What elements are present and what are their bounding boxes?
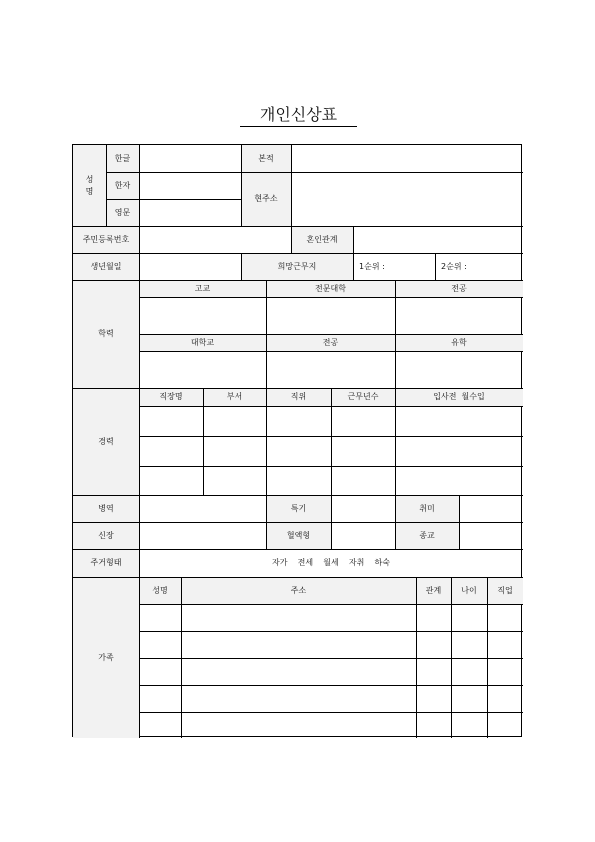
highschool-header: 고교 [194,283,211,293]
major1-header: 전공 [451,283,467,293]
college-header: 전문대학 [315,283,346,293]
housing-label: 주거형태 [90,558,122,567]
hanja-label: 한자 [114,180,131,190]
hline [139,712,523,713]
name-label-char2: 명 [85,186,94,196]
marital-label: 혼인관계 [306,234,338,244]
personal-info-form [72,144,522,737]
religion-field[interactable] [459,522,523,549]
military-label: 병역 [98,503,114,513]
hangul-label: 한글 [114,153,131,163]
height-label: 신장 [98,530,114,540]
name-label-char1: 성 [85,174,94,184]
address-label: 현주소 [254,194,278,203]
specialty-field[interactable] [331,495,395,522]
origin-label: 본적 [258,153,274,163]
highschool-field[interactable] [139,297,266,334]
vline [435,253,436,280]
university-field[interactable] [139,351,266,388]
major2-field[interactable] [266,351,395,388]
housing-options[interactable]: 자가 전세 월세 자취 하숙 [272,558,390,567]
blood-type-label: 혈액형 [286,530,311,540]
prev-income-header: 입사전 월수입 [433,392,485,401]
title-underline [240,126,357,127]
company-header: 직장명 [159,392,183,401]
military-field[interactable] [139,495,266,522]
resident-no-field[interactable] [139,226,291,253]
hobby-field[interactable] [459,495,523,522]
resident-no-label: 주민등록번호 [82,234,130,244]
hline [139,631,523,632]
marital-field[interactable] [353,226,523,253]
hline [139,658,523,659]
birth-label: 생년월일 [90,261,122,271]
hline [139,604,523,605]
years-header: 근무년수 [347,392,379,401]
position-header: 직위 [290,392,307,401]
birth-field[interactable] [139,253,241,280]
hobby-label: 취미 [419,503,435,513]
study-abroad-header: 유학 [451,337,467,347]
origin-field[interactable] [291,145,523,172]
second-choice-field[interactable]: 2순위 : [441,261,467,271]
college-field[interactable] [266,297,395,334]
department-header: 부서 [226,392,243,401]
height-field[interactable] [139,522,266,549]
career-label: 경력 [98,436,114,446]
specialty-label: 특기 [290,503,307,513]
major1-field[interactable] [395,297,523,334]
family-name-header: 성명 [152,585,168,595]
study-abroad-field[interactable] [395,351,523,388]
name-label [73,145,106,226]
religion-label: 종교 [419,530,435,540]
family-relation-header: 관계 [425,585,442,595]
english-label: 영문 [114,207,131,217]
hline [139,685,523,686]
hanja-name-field[interactable] [139,172,241,199]
blood-type-field[interactable] [331,522,395,549]
education-label: 학력 [98,329,114,338]
page-title: 개인신상표 [259,105,338,124]
family-label: 가족 [98,652,114,662]
university-header: 대학교 [190,337,215,347]
english-name-field[interactable] [139,199,241,226]
family-address-header: 주소 [290,585,307,595]
family-job-header: 직업 [497,585,513,595]
address-field[interactable] [291,172,523,226]
first-choice-field[interactable]: 1순위 : [359,261,385,271]
hangul-name-field[interactable] [139,145,241,172]
desired-work-label: 희망근무지 [277,261,317,271]
major2-header: 전공 [322,337,339,347]
family-age-header: 나이 [461,585,477,595]
